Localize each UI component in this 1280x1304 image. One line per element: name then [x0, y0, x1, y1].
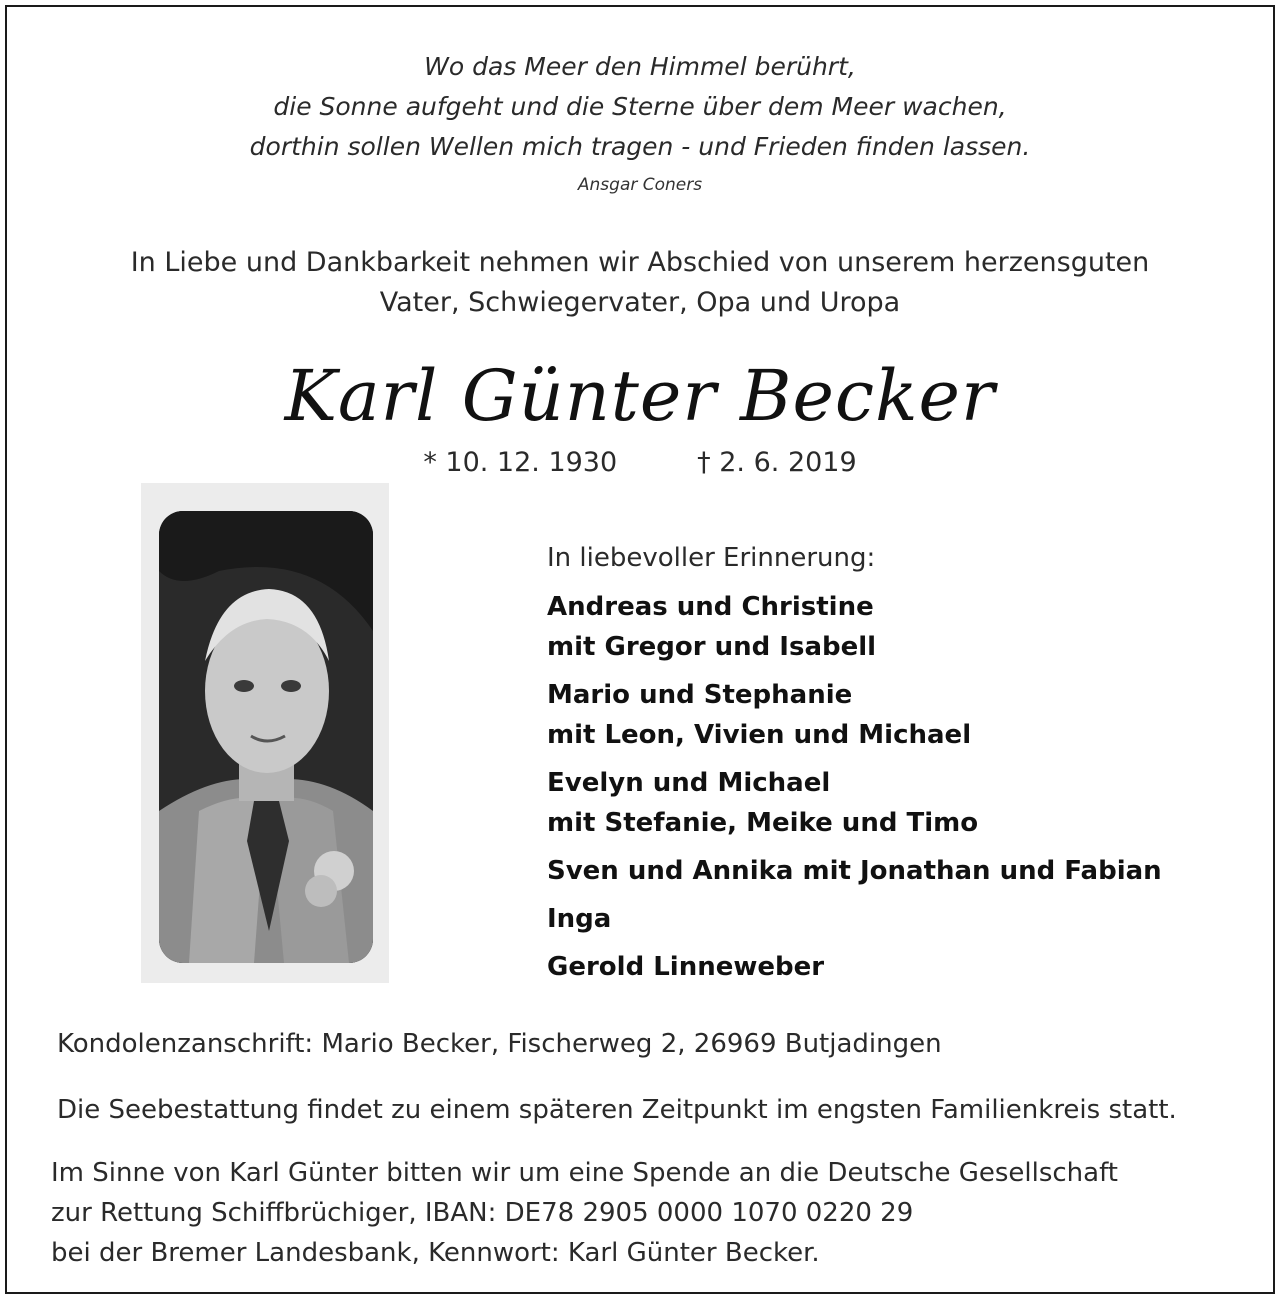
condolence-address: Kondolenzanschrift: Mario Becker, Fischerweg 2, 26969 Butjadingen [57, 1029, 942, 1059]
life-dates [7, 447, 1273, 478]
mourner-group [547, 899, 1247, 939]
deceased-name: Karl Günter Becker [284, 355, 996, 437]
mourner-line: Inga [547, 904, 612, 934]
mourners-list [547, 543, 1247, 995]
intro-line: In Liebe und Dankbarkeit nehmen wir Abschied von unserem herzensguten [130, 247, 1150, 278]
quote-author: Ansgar Coners [577, 175, 703, 195]
mourner-group [547, 947, 1247, 987]
mourner-line: mit Leon, Vivien und Michael [547, 720, 972, 750]
death-date: † 2. 6. 2019 [697, 447, 857, 478]
mourner-line: Gerold Linneweber [547, 952, 825, 982]
mourner-group [547, 763, 1247, 843]
donation-note [51, 1153, 1118, 1273]
portrait-photo [159, 511, 373, 963]
mourner-group [547, 675, 1247, 755]
mourner-line: Andreas und Christine [547, 592, 874, 622]
quote [7, 47, 1273, 167]
birth-date: * 10. 12. 1930 [423, 447, 618, 478]
mourner-line: mit Stefanie, Meike und Timo [547, 808, 979, 838]
donation-line: zur Rettung Schiffbrüchiger, IBAN: DE78 2905 0000 1070 0220 29 [51, 1198, 914, 1228]
quote-line: dorthin sollen Wellen mich tragen - und Frieden finden lassen. [249, 132, 1031, 161]
mourner-line: mit Gregor und Isabell [547, 632, 877, 662]
quote-line: Wo das Meer den Himmel berührt, [424, 52, 856, 81]
mourner-group [547, 851, 1247, 891]
obituary-notice [5, 5, 1275, 1294]
mourners-heading: In liebevoller Erinnerung: [547, 543, 876, 573]
mourner-line: Sven und Annika mit Jonathan und Fabian [547, 856, 1162, 886]
intro-text [7, 243, 1273, 323]
donation-line: bei der Bremer Landesbank, Kennwort: Karl Günter Becker. [51, 1238, 820, 1268]
burial-note: Die Seebestattung findet zu einem späteren Zeitpunkt im engsten Familienkreis statt. [57, 1095, 1177, 1125]
mourner-group [547, 587, 1247, 667]
donation-line: Im Sinne von Karl Günter bitten wir um eine Spende an die Deutsche Gesellschaft [51, 1158, 1118, 1188]
mourner-line: Evelyn und Michael [547, 768, 831, 798]
quote-line: die Sonne aufgeht und die Sterne über dem Meer wachen, [273, 92, 1007, 121]
portrait-illustration [159, 511, 373, 963]
mourner-line: Mario und Stephanie [547, 680, 853, 710]
intro-line: Vater, Schwiegervater, Opa und Uropa [379, 287, 901, 318]
